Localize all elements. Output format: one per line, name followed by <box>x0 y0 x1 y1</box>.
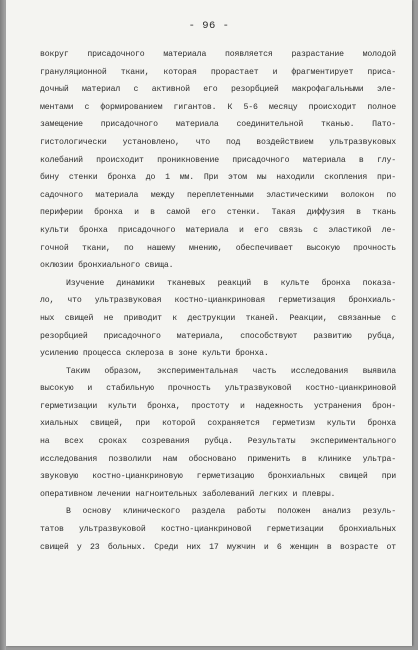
document-page <box>6 0 412 646</box>
text-line: грануляционной ткани, которая прорастает и фрагментирует приса- <box>40 67 396 77</box>
text-line: ло, что ультразвуковая костно-цианкриновая герметизация бронхиаль- <box>40 296 396 306</box>
text-line: гочной ткани, по нашему мнению, обеспечивает высокую прочность <box>40 243 396 253</box>
text-line: резорбцией присадочного материала, способствуют развитию рубца, <box>40 331 396 341</box>
text-line: исследования позволили нам обосновано применить в клинике ультра- <box>40 454 396 464</box>
text-line: дочный материал с активной его резорбцией макрофагальными эле- <box>40 85 396 95</box>
text-line: садочного материала между переплетенными эластическими волокон по <box>40 190 396 200</box>
text-line: В основу клинического раздела работы положен анализ резуль- <box>66 507 396 517</box>
text-line: оперативном лечении нагноительных заболеваний легких и плевры. <box>40 489 336 499</box>
text-line: периферии бронха и в самой его стенки. Такая диффузия в ткань <box>40 208 396 218</box>
text-line: ментами с формированием гигантов. К 5-6 месяцу происходит полное <box>40 102 396 112</box>
text-line: хиальных свищей, при которой сохраняется герметизм культи бронха <box>40 419 396 429</box>
text-line: оклюзии бронхиального свища. <box>40 261 174 271</box>
text-line: бину стенки бронха до 1 мм. При этом мы находили скопления при- <box>40 173 396 183</box>
text-line: высокую и стабильную прочность ультразвуковой костно-цианкриновой <box>40 384 396 394</box>
text-line: гистологически установлено, что под воздействием ультразвуковых <box>40 137 396 147</box>
text-line: колебаний происходит проникновение присадочного материала в глу- <box>40 155 396 165</box>
page-number: - 96 - <box>188 20 230 32</box>
body-text <box>40 46 396 556</box>
text-line: звуковую костно-цианкриновую герметизацию бронхиальных свищей при <box>40 472 396 482</box>
text-line: Изучение динамики тканевых реакций в культе бронха показа- <box>66 278 396 288</box>
text-line: замещение присадочного материала соединительной тканью. Пато- <box>40 120 396 130</box>
text-line: культи бронха присадочного материала и его связь с эластикой ле- <box>40 225 396 235</box>
text-line: Таким образом, экспериментальная часть исследования выявила <box>66 366 396 376</box>
text-line: на всех сроках созревания рубца. Результаты экспериментального <box>40 437 396 447</box>
text-line: ных свищей не приводит к деструкции тканей. Реакции, связанные с <box>40 313 396 323</box>
text-line: вокруг присадочного материала появляется разрастание молодой <box>40 50 396 59</box>
text-line: свищей у 23 больных. Среди них 17 мужчин и 6 женщин в возрасте от <box>40 542 396 552</box>
text-line: герметизации культи бронха, простоту и надежность устранения брон- <box>40 401 396 411</box>
text-line: усилению процесса склероза в зоне культи бронха. <box>40 349 269 359</box>
text-line: татов ультразвуковой костно-цианкриновой герметизации бронхиальных <box>40 525 396 535</box>
